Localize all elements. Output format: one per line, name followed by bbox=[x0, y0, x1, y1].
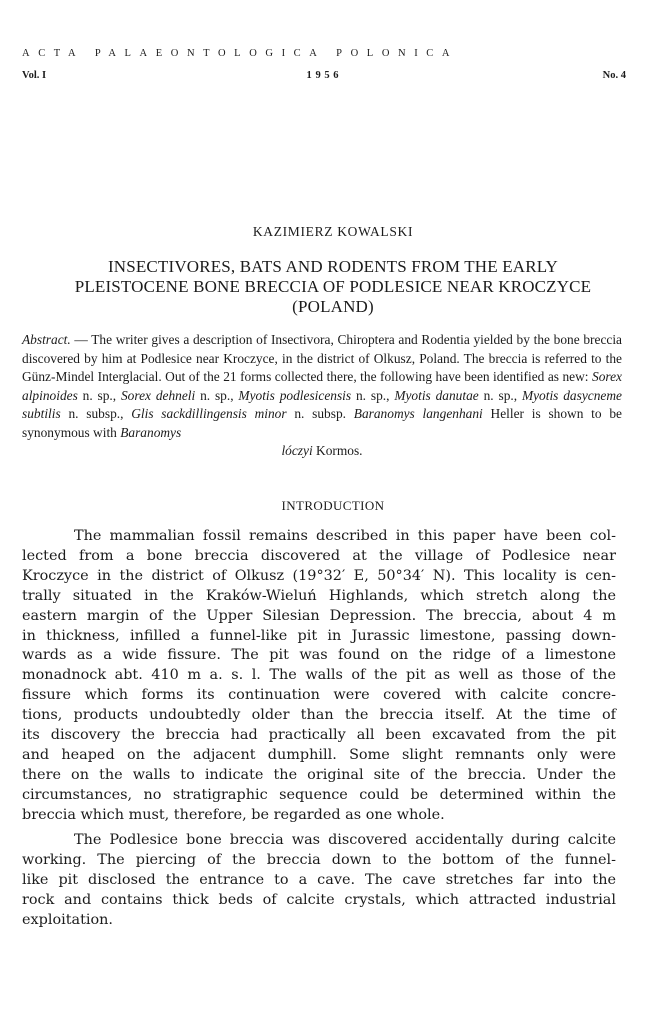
journal-name: ACTA PALAEONTOLOGICA POLONICA bbox=[22, 48, 459, 59]
taxon-rank: n. subsp., bbox=[60, 406, 132, 421]
title-line: PLEISTOCENE BONE BRECCIA OF PODLESICE NEAR KROCZYCE bbox=[74, 277, 592, 296]
abstract-label: Abstract. bbox=[22, 332, 71, 347]
text-line: its discovery the breccia had practically all been excavated from the pit bbox=[22, 727, 616, 744]
text-line: like pit disclosed the entrance to a cave. The cave stretches far into the bbox=[22, 871, 616, 888]
text-line: Kroczyce in the district of Olkusz (19°32′ E, 50°34′ N). This locality is cen- bbox=[22, 567, 616, 584]
text-line: and heaped on the adjacent dumphill. Some slight remnants only were bbox=[22, 746, 616, 763]
issue-line bbox=[22, 70, 626, 81]
taxon-name: Sorex alpinoides bbox=[22, 369, 622, 403]
text-line: lected from a bone breccia discovered at the village of Podlesice near bbox=[22, 547, 616, 564]
abstract-last-line bbox=[22, 442, 622, 461]
body-paragraph bbox=[22, 831, 616, 931]
text-line: exploitation. bbox=[22, 911, 113, 928]
title-line: (POLAND) bbox=[292, 297, 374, 316]
taxon-rank: n. subsp. bbox=[286, 406, 354, 421]
text-line: trally situated in the Kraków-Wieluń Highlands, which stretch along the bbox=[22, 587, 616, 604]
year-label: 1956 bbox=[306, 70, 343, 81]
text-line: monadnock abt. 410 m a. s. l. The walls of the pit as well as those of the bbox=[22, 667, 616, 684]
senior-synonym-species: lóczyi bbox=[281, 443, 313, 458]
taxon-rank: n. sp., bbox=[77, 387, 121, 403]
taxon-name: Sorex dehneli bbox=[120, 387, 196, 403]
text-line: The Podlesice bone breccia was discovered accidentally during calcite bbox=[74, 832, 616, 848]
synonym-text: Heller is shown to be synonymous with bbox=[22, 406, 622, 440]
taxon-name: Myotis danutae bbox=[394, 387, 479, 403]
synonym-name: Baranomys langenhani bbox=[353, 406, 483, 421]
text-line: working. The piercing of the breccia down to the bottom of the funnel- bbox=[22, 851, 616, 868]
text-line: rock and contains thick beds of calcite crystals, which attracted industrial bbox=[22, 891, 616, 908]
taxon-rank: n. sp., bbox=[351, 387, 395, 403]
text-line: wards as a wide fissure. The pit was found on the ridge of a limestone bbox=[22, 647, 616, 664]
section-heading: INTRODUCTION bbox=[281, 498, 385, 513]
abstract bbox=[22, 331, 622, 461]
author-name: KAZIMIERZ KOWALSKI bbox=[252, 224, 414, 239]
text-line: tions, products undoubtedly older than the breccia itself. At the time of bbox=[22, 707, 616, 724]
volume-label: Vol. I bbox=[22, 70, 47, 81]
taxon-rank: n. sp., bbox=[478, 387, 522, 403]
text-line: breccia which must, therefore, be regarded as one whole. bbox=[22, 806, 445, 823]
taxon-name: Myotis dasycneme subtilis bbox=[22, 387, 622, 421]
article-title bbox=[40, 257, 626, 317]
senior-synonym-author: Kormos. bbox=[312, 443, 363, 458]
title-line: INSECTIVORES, BATS AND RODENTS FROM THE EARLY bbox=[107, 257, 559, 276]
senior-synonym-genus: Baranomys bbox=[120, 424, 182, 440]
text-line: there on the walls to indicate the original site of the breccia. Under the bbox=[22, 766, 616, 783]
text-line: circumstances, no stratigraphic sequence could be determined within the bbox=[22, 786, 616, 803]
text-line: eastern margin of the Upper Silesian Depression. The breccia, about 4 m bbox=[22, 607, 616, 624]
text-line: in thickness, infilled a funnel-like pit in Jurassic limestone, passing down- bbox=[22, 627, 616, 644]
taxon-rank: n. sp., bbox=[195, 387, 239, 403]
abstract-intro: — The writer gives a description of Insectivora, Chiroptera and Rodentia yielded by the bone breccia discovered by him at Podlesice near Kroczyce, in the district of Olkusz, Poland. The breccia is referred to the Günz-Mindel Interglacial. Out of the 21 forms collected there, the following have been identified as new: bbox=[22, 332, 622, 384]
body-paragraph bbox=[22, 527, 616, 826]
number-label: No. 4 bbox=[602, 70, 626, 81]
taxon-name: Glis sackdillingensis minor bbox=[131, 406, 287, 421]
text-line: The mammalian fossil remains described in this paper have been col- bbox=[74, 528, 616, 544]
text-line: fissure which forms its continuation were covered with calcite concre- bbox=[22, 687, 616, 704]
taxon-name: Myotis podlesicensis bbox=[238, 387, 352, 403]
